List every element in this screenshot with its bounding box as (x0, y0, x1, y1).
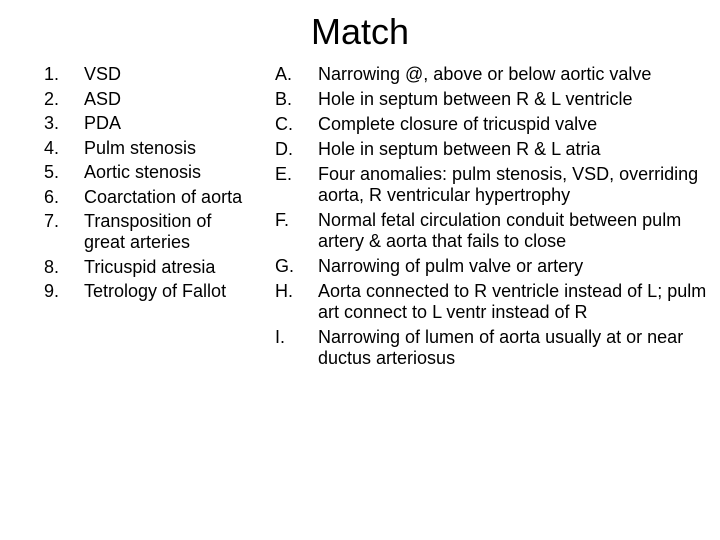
item-number: 7. (44, 211, 60, 231)
item-number: 6. (44, 186, 60, 207)
item-number: 8. (44, 256, 60, 277)
description-text: Narrowing of lumen of aorta usually at or near ductus arteriosus (318, 327, 684, 368)
condition-item (44, 211, 254, 253)
condition-text: Tetrology of Fallot (84, 281, 227, 301)
description-text: Complete closure of tricuspid valve (318, 114, 598, 134)
page-title: Match (310, 11, 410, 52)
description-list (275, 64, 715, 373)
item-letter: I. (275, 327, 286, 347)
item-letter: D. (275, 139, 293, 159)
condition-item (44, 257, 254, 278)
item-number: 5. (44, 162, 60, 182)
description-text: Normal fetal circulation conduit between pulm artery & aorta that fails to close (318, 210, 682, 251)
description-item (275, 210, 715, 252)
item-letter: E. (275, 164, 293, 184)
item-letter: H. (275, 281, 293, 301)
item-number: 1. (44, 64, 60, 84)
item-letter: C. (275, 114, 293, 134)
description-item (275, 164, 715, 206)
condition-item (44, 281, 254, 302)
condition-item (44, 113, 254, 134)
condition-item (44, 64, 254, 85)
condition-text: Pulm stenosis (84, 137, 197, 158)
item-letter: A. (275, 64, 293, 84)
item-number: 2. (44, 88, 60, 109)
item-letter: B. (275, 89, 293, 109)
item-letter: F. (275, 210, 290, 230)
description-item (275, 64, 715, 85)
condition-item (44, 187, 254, 208)
description-item (275, 256, 715, 277)
description-text: Aorta connected to R ventricle instead of L; pulm art connect to L ventr instead of R (318, 281, 707, 322)
condition-text: Aortic stenosis (84, 162, 202, 182)
item-number: 9. (44, 281, 60, 301)
description-item (275, 327, 715, 369)
item-letter: G. (275, 256, 295, 276)
description-text: Hole in septum between R & L atria (318, 139, 601, 159)
description-text: Narrowing @, above or below aortic valve (318, 64, 652, 84)
item-number: 3. (44, 113, 60, 133)
description-item (275, 114, 715, 135)
description-text: Narrowing of pulm valve or artery (318, 256, 584, 276)
condition-item (44, 162, 254, 183)
description-item (275, 89, 715, 110)
condition-item (44, 138, 254, 159)
condition-text: VSD (84, 64, 122, 84)
description-text: Four anomalies: pulm stenosis, VSD, overriding aorta, R ventricular hypertrophy (318, 164, 699, 205)
item-number: 4. (44, 137, 60, 158)
condition-text: ASD (84, 88, 122, 109)
condition-item (44, 89, 254, 110)
description-item (275, 281, 715, 323)
condition-text: Transposition of great arteries (84, 211, 212, 252)
condition-text: PDA (84, 113, 122, 133)
condition-text: Coarctation of aorta (84, 186, 243, 207)
description-text: Hole in septum between R & L ventricle (318, 89, 633, 109)
condition-list (44, 64, 254, 306)
condition-text: Tricuspid atresia (84, 256, 216, 277)
description-item (275, 139, 715, 160)
